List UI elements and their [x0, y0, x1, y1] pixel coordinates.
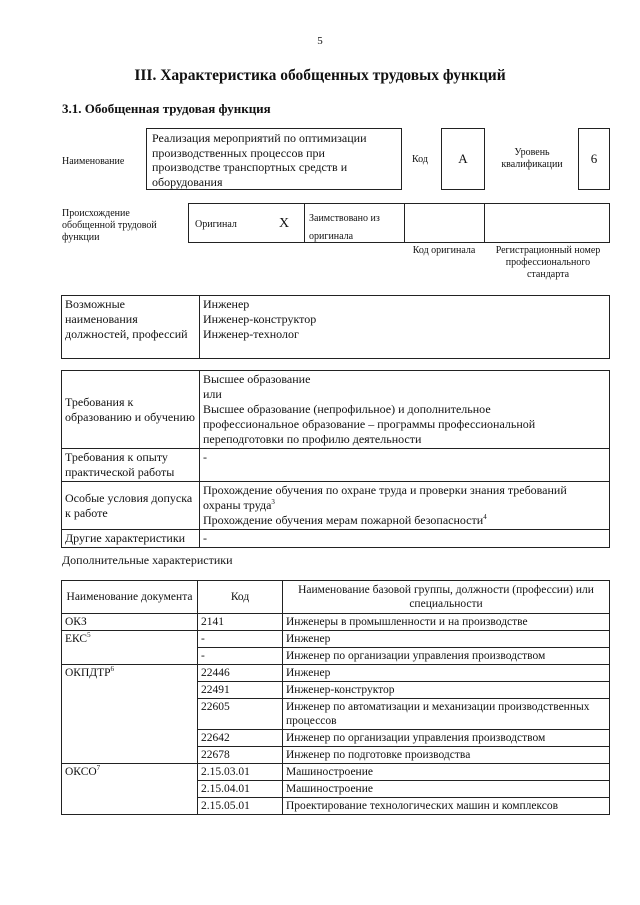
- footnote-marker: 3: [271, 498, 275, 506]
- footnote-marker: 4: [483, 513, 487, 521]
- requirement-line-text: Прохождение обучения мерам пожарной безопасности: [203, 513, 484, 527]
- name-cell: Инженер по автоматизации и механизации производственных процессов: [283, 699, 610, 730]
- doc-name-text: ОКСО: [65, 766, 97, 778]
- code-cell: -: [198, 631, 283, 648]
- positions-table: [61, 295, 610, 359]
- table-row: [62, 798, 610, 815]
- code-cell: 22642: [198, 730, 283, 747]
- code-box: [441, 128, 485, 190]
- original-label: Оригинал: [195, 219, 237, 230]
- borrowed-label: Заимствовано из оригинала: [309, 213, 380, 242]
- requirement-label: Требования к опыту практической работы: [62, 449, 200, 482]
- table-row: [62, 614, 610, 631]
- table-row: [62, 730, 610, 747]
- doc-name: [62, 764, 198, 781]
- reg-number-cell: [484, 203, 610, 243]
- code-cell: 22605: [198, 699, 283, 730]
- column-header: Код: [198, 581, 283, 614]
- section-title: III. Характеристика обобщенных трудовых функций: [134, 67, 506, 84]
- code-cell: 2.15.04.01: [198, 781, 283, 798]
- footnote-marker: 6: [110, 665, 115, 674]
- name-cell: Инженер: [283, 665, 610, 682]
- subsection-title: 3.1. Обобщенная трудовая функция: [62, 101, 271, 116]
- doc-name-text: ЕКС: [65, 633, 88, 645]
- requirement-line: [203, 498, 606, 513]
- requirement-line: профессиональное образование – программы профессиональной: [203, 417, 536, 431]
- requirements-table: [61, 370, 610, 548]
- requirement-row-experience: [62, 449, 610, 482]
- column-header: Наименование базовой группы, должности (профессии) или специальности: [283, 581, 610, 614]
- position-item: Инженер: [203, 297, 250, 311]
- requirement-line: [203, 513, 606, 528]
- doc-name: [62, 631, 198, 648]
- doc-name-text: ОКПДТР: [65, 667, 111, 679]
- requirement-value: [200, 371, 610, 449]
- code-cell: -: [198, 648, 283, 665]
- doc-name-text: ОКЗ: [65, 616, 87, 628]
- footnote-marker: 5: [87, 631, 91, 640]
- positions-values: [200, 296, 610, 359]
- code-original-caption: Код оригинала: [412, 245, 476, 256]
- requirement-label: Особые условия допуска к работе: [62, 482, 200, 530]
- name-cell: Инженер-конструктор: [283, 682, 610, 699]
- positions-row: [62, 296, 610, 359]
- code-value: A: [458, 151, 468, 166]
- original-cell: [188, 203, 305, 243]
- name-cell: Инженер по подготовке производства: [283, 747, 610, 764]
- code-cell: 22678: [198, 747, 283, 764]
- requirement-value: -: [200, 530, 610, 548]
- requirement-label: Требования к образованию и обучению: [62, 371, 200, 449]
- doc-name-empty: [62, 699, 198, 730]
- level-value: 6: [590, 151, 598, 166]
- table-row: [62, 631, 610, 648]
- additional-title: Дополнительные характеристики: [62, 553, 233, 567]
- code-cell: 2.15.03.01: [198, 764, 283, 781]
- table-row: [62, 764, 610, 781]
- doc-name: [62, 614, 198, 631]
- doc-name-empty: [62, 781, 198, 798]
- position-item: Инженер-технолог: [203, 327, 299, 341]
- requirement-line: Высшее образование (непрофильное) и дополнительное: [203, 402, 491, 416]
- name-cell: Машиностроение: [283, 764, 610, 781]
- column-header: Наименование документа: [62, 581, 198, 614]
- requirement-label: Другие характеристики: [62, 530, 200, 548]
- name-cell: Инженеры в промышленности и на производстве: [283, 614, 610, 631]
- table-row: [62, 747, 610, 764]
- page-number: 5: [317, 35, 323, 47]
- code-cell: 22491: [198, 682, 283, 699]
- name-cell: Инженер по организации управления производством: [283, 730, 610, 747]
- name-cell: Машиностроение: [283, 781, 610, 798]
- function-name-box: [146, 128, 402, 190]
- footnote-marker: 7: [96, 764, 101, 773]
- requirement-row-admission: [62, 482, 610, 530]
- level-label: Уровень квалификации: [501, 147, 563, 170]
- table-row: [62, 781, 610, 798]
- function-name-value: Реализация мероприятий по оптимизации производственных процессов при производстве транспортных средств и оборудования: [152, 131, 367, 189]
- code-original-cell: [404, 203, 485, 243]
- level-box: [578, 128, 610, 190]
- requirement-line: переподготовки по профилю деятельности: [203, 432, 422, 446]
- requirement-row-education: [62, 371, 610, 449]
- doc-name-empty: [62, 747, 198, 764]
- code-cell: 2.15.05.01: [198, 798, 283, 815]
- original-mark: X: [279, 216, 290, 231]
- name-cell: Инженер: [283, 631, 610, 648]
- doc-name-empty: [62, 798, 198, 815]
- additional-header-row: [62, 581, 610, 614]
- requirement-value: -: [200, 449, 610, 482]
- table-row: [62, 665, 610, 682]
- requirement-value: [200, 482, 610, 530]
- origin-label: Происхождение обобщенной трудовой функции: [62, 208, 157, 243]
- table-row: [62, 682, 610, 699]
- positions-label: Возможные наименования должностей, профессий: [62, 296, 200, 359]
- code-cell: 2141: [198, 614, 283, 631]
- requirement-line: Прохождение обучения по охране труда и проверки знания требований: [203, 483, 567, 497]
- doc-name-empty: [62, 682, 198, 699]
- borrowed-cell: [304, 203, 405, 243]
- name-cell: Инженер по организации управления производством: [283, 648, 610, 665]
- table-row: [62, 648, 610, 665]
- additional-table: [61, 580, 610, 815]
- doc-name: [62, 665, 198, 682]
- name-label: Наименование: [62, 156, 125, 167]
- code-label: Код: [412, 154, 428, 165]
- requirement-row-other: [62, 530, 610, 548]
- requirement-line: или: [203, 387, 222, 401]
- table-row: [62, 699, 610, 730]
- reg-number-caption: Регистрационный номер профессионального стандарта: [495, 245, 601, 280]
- requirement-line-text: охраны труда: [203, 498, 272, 512]
- doc-name-empty: [62, 648, 198, 665]
- doc-name-empty: [62, 730, 198, 747]
- requirement-line: Высшее образование: [203, 372, 311, 386]
- code-cell: 22446: [198, 665, 283, 682]
- position-item: Инженер-конструктор: [203, 312, 317, 326]
- name-cell: Проектирование технологических машин и комплексов: [283, 798, 610, 815]
